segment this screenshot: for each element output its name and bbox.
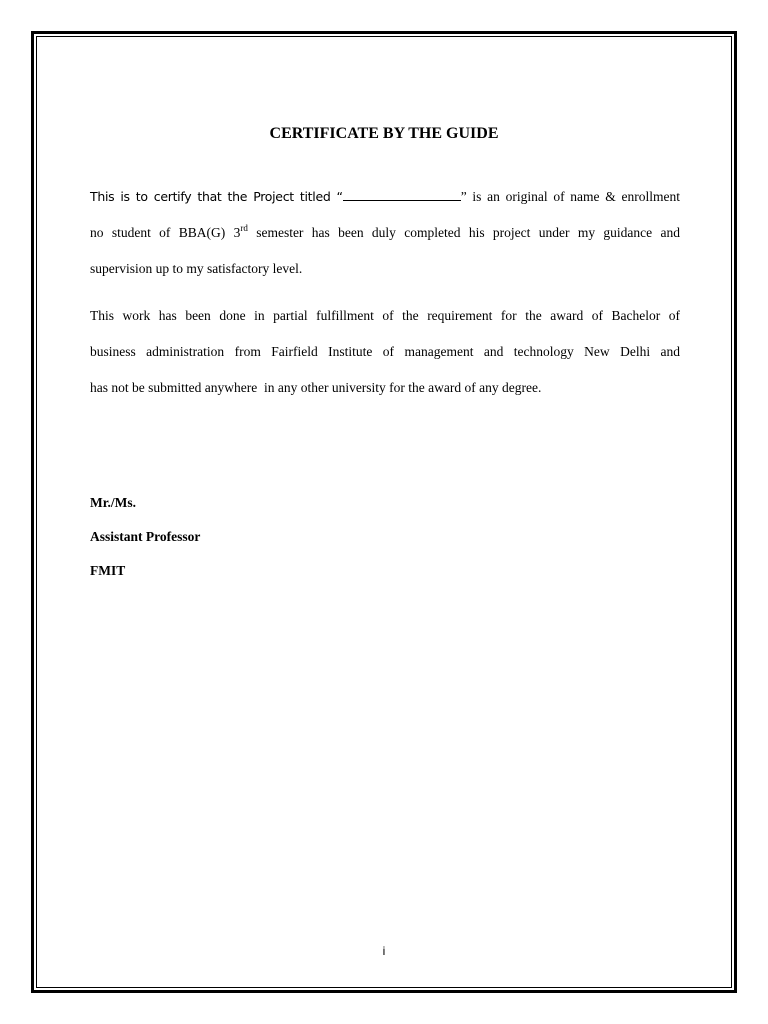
guide-institution: FMIT — [90, 563, 126, 578]
guide-designation: Assistant Professor — [90, 529, 201, 544]
semester-text-end: semester has been duly completed his project under my guidance and — [247, 225, 680, 240]
certificate-paragraph-2 — [90, 298, 680, 406]
paragraph-2-line-3: has not be submitted anywhere in any other university for the award of any degree. — [90, 380, 542, 395]
page-number: i — [382, 944, 386, 958]
semester-ordinal-suffix: rd — [240, 222, 248, 233]
paragraph-2-line-1: This work has been done in partial fulfillment of the requirement for the award of Bachelor of — [90, 308, 680, 323]
certify-intro-text: This is to certify that the Project titled “ — [90, 189, 343, 204]
certificate-title: CERTIFICATE BY THE GUIDE — [269, 125, 499, 142]
paragraph-1-line-3: supervision up to my satisfactory level. — [90, 261, 303, 276]
certificate-paragraph-1 — [90, 179, 680, 287]
project-title-blank — [343, 188, 461, 201]
semester-text-start: no student of BBA(G) 3 — [90, 225, 241, 240]
paragraph-1-line-2 — [90, 215, 680, 251]
certify-intro-end: ” is an original of name & enrollment — [460, 189, 680, 204]
guide-name: Mr./Ms. — [90, 495, 136, 510]
paragraph-2-line-2: business administration from Fairfield Institute of management and technology New Delhi and — [90, 344, 680, 359]
paragraph-1-line-1 — [90, 179, 680, 215]
